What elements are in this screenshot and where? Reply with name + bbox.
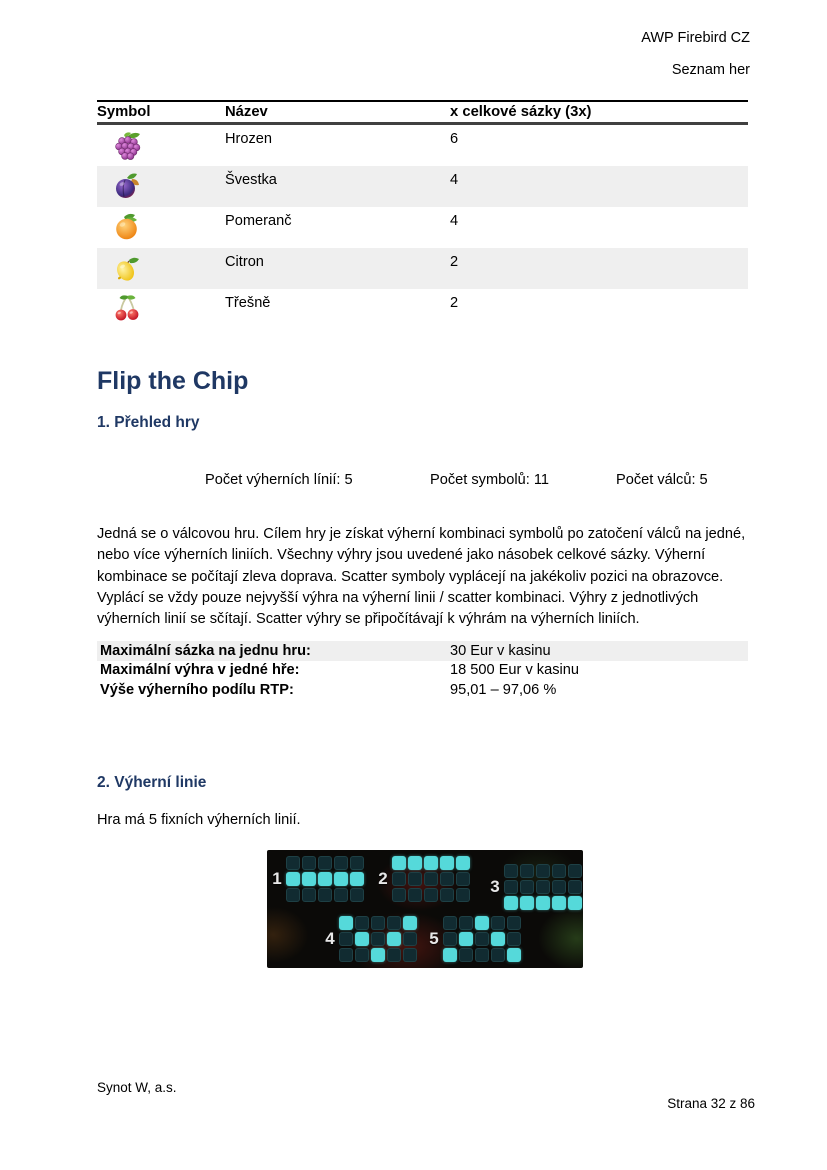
payline-cell	[491, 948, 505, 962]
payline-cell	[507, 916, 521, 930]
symbol-multiplier: 4	[450, 172, 459, 188]
table-row	[97, 248, 748, 289]
payline-cell	[334, 856, 348, 870]
payline-cell-lit	[355, 932, 369, 946]
payline-cell-lit	[339, 916, 353, 930]
payline-1	[271, 856, 364, 902]
payline-cell	[504, 880, 518, 894]
info-row	[97, 661, 748, 681]
payline-cell	[403, 948, 417, 962]
payline-cell	[387, 916, 401, 930]
payline-grid	[286, 856, 364, 902]
payline-cell-lit	[440, 856, 454, 870]
orange-icon	[97, 207, 225, 248]
payline-cell-lit	[507, 948, 521, 962]
payline-cell	[403, 932, 417, 946]
payline-cell-lit	[408, 856, 422, 870]
payline-cell	[350, 888, 364, 902]
game-title: Flip the Chip	[97, 367, 249, 395]
payline-cell	[475, 932, 489, 946]
payline-cell	[443, 916, 457, 930]
payline-cell-lit	[520, 896, 534, 910]
payline-cell	[568, 880, 582, 894]
payline-cell-lit	[491, 932, 505, 946]
payline-cell-lit	[392, 856, 406, 870]
symbol-multiplier: 6	[450, 131, 459, 147]
payline-cell	[334, 888, 348, 902]
payline-number: 4	[325, 929, 335, 948]
payline-cell-lit	[475, 916, 489, 930]
table-row	[97, 166, 748, 207]
payline-grid	[504, 864, 582, 910]
payline-cell-lit	[456, 856, 470, 870]
symbol-multiplier: 2	[450, 254, 459, 270]
payline-grid	[443, 916, 521, 962]
payline-cell	[392, 872, 406, 886]
payline-cell	[456, 872, 470, 886]
payline-cell-lit	[459, 932, 473, 946]
payline-cell	[520, 864, 534, 878]
document-header	[641, 30, 750, 94]
payline-cell	[552, 864, 566, 878]
column-header-multiplier: x celkové sázky (3x)	[450, 104, 592, 120]
payline-cell	[443, 932, 457, 946]
payline-cell	[392, 888, 406, 902]
payline-cell	[536, 864, 550, 878]
payline-cell	[302, 856, 316, 870]
paylines-diagram-image	[267, 850, 583, 968]
payline-cell	[302, 888, 316, 902]
info-label: Výše výherního podílu RTP:	[100, 681, 294, 698]
payline-cell	[459, 916, 473, 930]
payline-cell	[408, 872, 422, 886]
doc-subtitle: Seznam her	[671, 62, 750, 78]
info-label: Maximální výhra v jedné hře:	[100, 662, 300, 679]
payline-number: 5	[429, 929, 439, 948]
payline-cell-lit	[334, 872, 348, 886]
payline-cell	[424, 888, 438, 902]
payline-cell-lit	[371, 948, 385, 962]
info-value: 95,01 – 97,06 %	[450, 681, 557, 698]
payline-cell	[286, 888, 300, 902]
info-row	[97, 680, 748, 700]
stat-paylines: Počet výherních línií: 5	[205, 472, 353, 488]
payline-number: 1	[272, 869, 282, 888]
payline-cell-lit	[403, 916, 417, 930]
stat-symbols: Počet symbolů: 11	[430, 472, 549, 488]
payline-cell	[536, 880, 550, 894]
column-header-name: Název	[225, 104, 268, 120]
payline-cell	[491, 916, 505, 930]
payline-cell-lit	[350, 872, 364, 886]
section-2-heading: 2. Výherní linie	[97, 774, 207, 791]
payline-cell	[350, 856, 364, 870]
payline-cell	[355, 916, 369, 930]
payline-cell	[339, 932, 353, 946]
payline-cell	[286, 856, 300, 870]
payline-cell-lit	[536, 896, 550, 910]
payline-cell	[355, 948, 369, 962]
payline-3	[489, 864, 582, 910]
symbol-name: Švestka	[225, 172, 277, 188]
payline-grid	[339, 916, 417, 962]
payline-cell	[507, 932, 521, 946]
payline-cell-lit	[387, 932, 401, 946]
payline-cell	[371, 932, 385, 946]
payline-cell	[371, 916, 385, 930]
payline-cell	[459, 948, 473, 962]
symbols-table	[97, 100, 748, 330]
payline-2	[377, 856, 470, 902]
payline-cell-lit	[286, 872, 300, 886]
payline-cell-lit	[504, 896, 518, 910]
payline-cell	[456, 888, 470, 902]
payline-cell	[440, 888, 454, 902]
doc-title: AWP Firebird CZ	[641, 30, 750, 46]
payline-cell	[568, 864, 582, 878]
payline-cell	[552, 880, 566, 894]
payline-cell	[318, 888, 332, 902]
column-header-symbol: Symbol	[97, 104, 151, 120]
payline-cell-lit	[318, 872, 332, 886]
info-value: 30 Eur v kasinu	[450, 642, 551, 659]
symbol-multiplier: 4	[450, 213, 459, 229]
payline-cell	[424, 872, 438, 886]
table-row	[97, 207, 748, 248]
payline-cell-lit	[568, 896, 582, 910]
section-1-heading: 1. Přehled hry	[97, 414, 200, 431]
game-description: Jedná se o válcovou hru. Cílem hry je získat výherní kombinaci symbolů po zatočení válců na jedné, nebo více výherních liniích. Všechny výhry jsou uvedené jako násobek celkové sázky. Výherní kombinace se počítají zleva doprava. Scatter symboly vyplácejí na jakékoliv pozici na obrazovce. Vyplácí se vždy pouze nejvyšší výhra na výherní linii / scatter kombinaci. Výhry z jednotlivých výherních linií se sčítají. Scatter výhry se připočítávají k výhrám na výherních liniích.	[97, 526, 746, 628]
payline-cell	[339, 948, 353, 962]
cherries-icon	[97, 289, 225, 330]
payline-cell-lit	[424, 856, 438, 870]
info-label: Maximální sázka na jednu hru:	[100, 642, 311, 659]
payline-cell	[520, 880, 534, 894]
plum-icon	[97, 166, 225, 207]
payline-cell	[504, 864, 518, 878]
payline-cell	[408, 888, 422, 902]
payline-cell-lit	[443, 948, 457, 962]
table-row	[97, 289, 748, 330]
payline-cell	[475, 948, 489, 962]
symbol-name: Hrozen	[225, 131, 273, 147]
payline-cell-lit	[552, 896, 566, 910]
payline-4	[324, 916, 417, 962]
payline-number: 2	[378, 869, 388, 888]
payline-cell	[387, 948, 401, 962]
symbol-name: Citron	[225, 254, 264, 270]
grapes-icon	[97, 125, 225, 166]
symbols-table-header	[97, 100, 748, 125]
payline-5	[428, 916, 521, 962]
symbol-name: Pomeranč	[225, 213, 292, 229]
footer-company: Synot W, a.s.	[97, 1080, 177, 1095]
info-value: 18 500 Eur v kasinu	[450, 662, 579, 679]
symbol-multiplier: 2	[450, 295, 459, 311]
payline-cell	[318, 856, 332, 870]
stat-reels: Počet válců: 5	[616, 472, 708, 488]
footer-page-number: Strana 32 z 86	[667, 1096, 755, 1111]
lemon-icon	[97, 248, 225, 289]
table-row	[97, 125, 748, 166]
payline-grid	[392, 856, 470, 902]
symbol-name: Třešně	[225, 295, 271, 311]
game-info-table	[97, 641, 748, 700]
payline-cell	[440, 872, 454, 886]
info-row	[97, 641, 748, 661]
payline-cell-lit	[302, 872, 316, 886]
payline-number: 3	[490, 877, 500, 896]
paylines-intro-text: Hra má 5 fixních výherních linií.	[97, 812, 301, 828]
